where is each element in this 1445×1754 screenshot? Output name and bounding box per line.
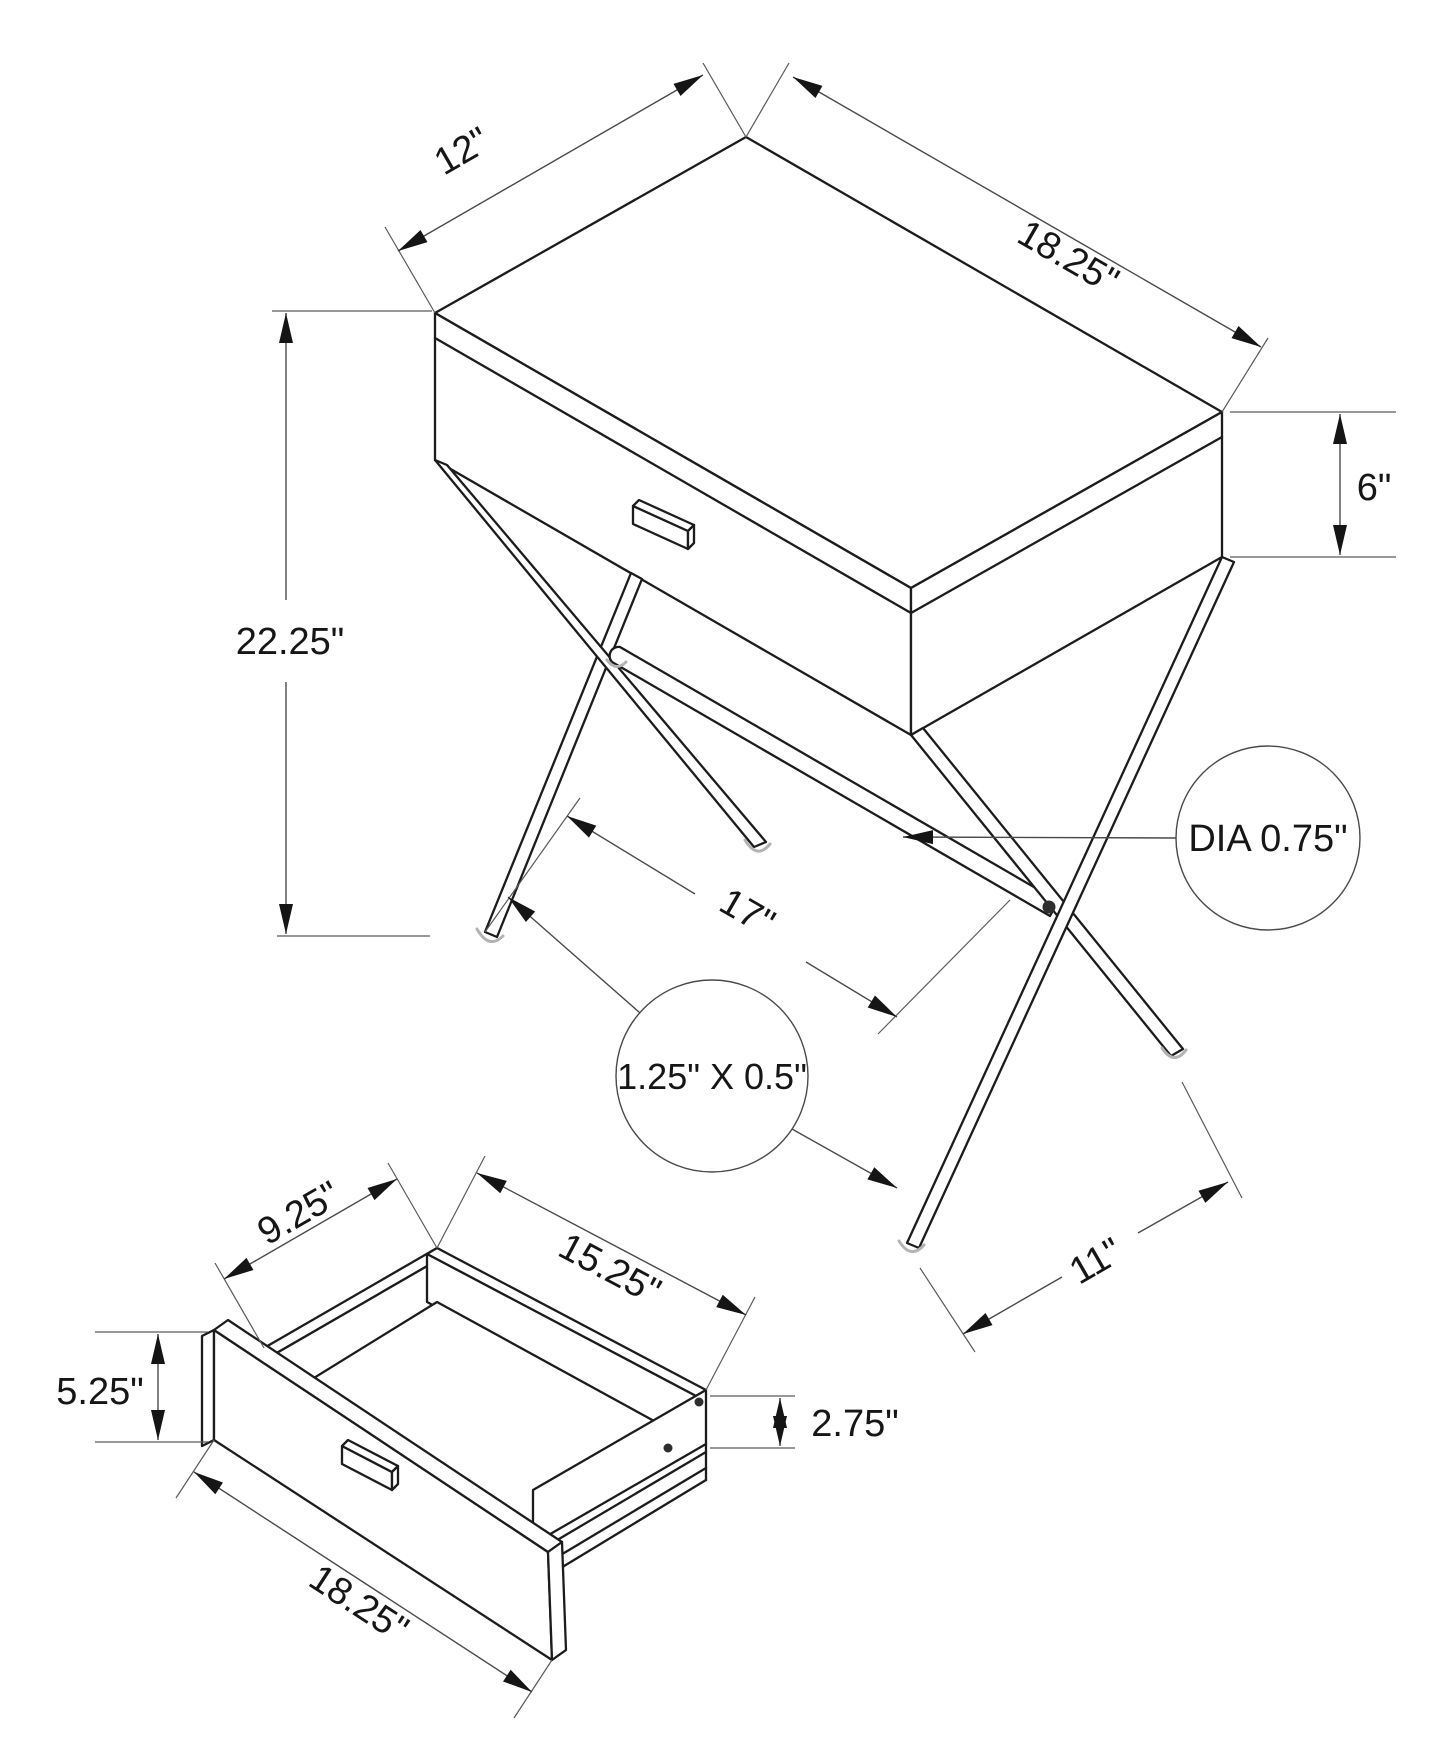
drawer-box xyxy=(202,1248,706,1660)
nightstand-view xyxy=(236,63,1396,1352)
drawer-view xyxy=(56,1156,898,1718)
dim-overall-height xyxy=(236,311,432,936)
dim-drawer-inner-length-label: 15.25" xyxy=(551,1225,668,1314)
dim-cabinet-height-label: 6" xyxy=(1356,467,1392,509)
rail-screw xyxy=(695,1398,704,1407)
rod-diameter-label: DIA 0.75" xyxy=(1188,818,1348,860)
dim-cabinet-height xyxy=(1230,412,1396,557)
dim-drawer-inner-width-label: 9.25" xyxy=(250,1173,348,1254)
dim-drawer-front-height-label: 5.25" xyxy=(56,1371,144,1413)
dim-foot-stance-label: 11" xyxy=(1062,1230,1130,1294)
cross-bolt xyxy=(1043,901,1056,914)
dim-top-depth-label: 12" xyxy=(427,119,497,184)
dim-top-width-label: 18.25" xyxy=(1010,212,1126,303)
callout-leg-profile xyxy=(508,897,897,1188)
dim-drawer-front-height xyxy=(56,1332,208,1442)
leg-profile-label: 1.25" X 0.5" xyxy=(617,1056,807,1097)
rail-screw xyxy=(664,1444,673,1453)
dim-drawer-side-height-label: 2.75" xyxy=(811,1403,899,1445)
dim-leg-span-label: 17" xyxy=(712,880,782,945)
cabinet-box xyxy=(435,137,1222,735)
dim-overall-height-label: 22.25" xyxy=(235,621,345,663)
dim-drawer-front-width-label: 18.25" xyxy=(301,1556,416,1652)
right-front-leg xyxy=(911,728,1183,1056)
left-rear-leg xyxy=(485,573,642,937)
dim-drawer-side-height xyxy=(710,1396,899,1448)
